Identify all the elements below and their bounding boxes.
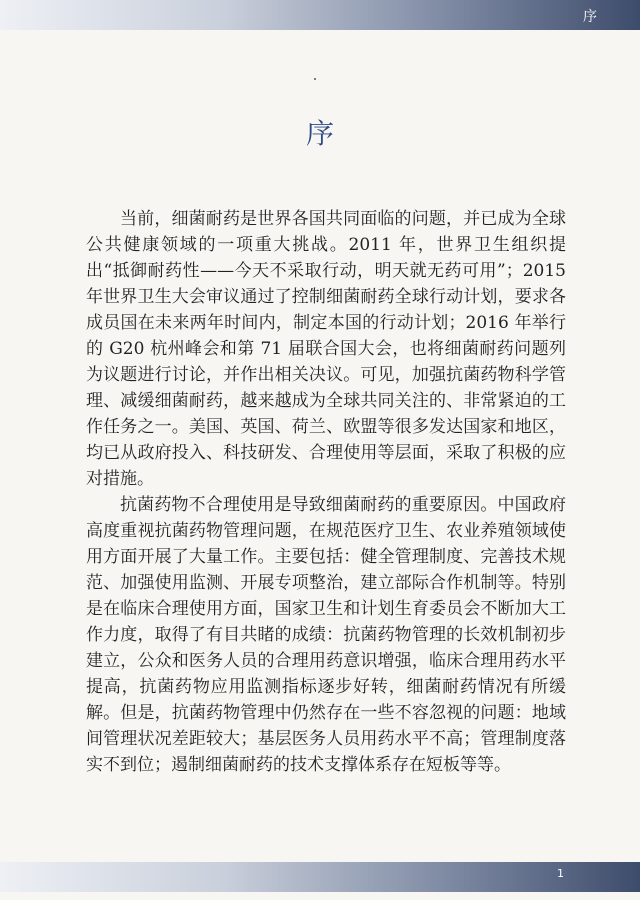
paragraph-2: 抗菌药物不合理使用是导致细菌耐药的重要原因。中国政府高度重视抗菌药物管理问题，在规范医疗卫生、农业养殖领域使用方面开展了大量工作。主要包括：健全管理制度、完善技术规范、加强使用监测、开展专项整治，建立部际合作机制等。特别是在临床合理使用方面，国家卫生和计划生育委员会不断加大工作力度，取得了有目共睹的成绩：抗菌药物管理的长效机制初步建立，公众和医务人员的合理用药意识增强，临床合理用药水平提高，抗菌药物应用监测指标逐步好转，细菌耐药情况有所缓解。但是，抗菌药物管理中仍然存在一些不容忽视的问题：地域间管理状况差距较大；基层医务人员用药水平不高；管理制度落实不到位；遏制细菌耐药的技术支撑体系存在短板等等。 [86, 495, 566, 775]
page-title: 序 [305, 117, 334, 150]
page-speck [314, 78, 316, 80]
body-text [86, 206, 566, 778]
paragraph-1: 当前，细菌耐药是世界各国共同面临的问题，并已成为全球公共健康领域的一项重大挑战。2011 年，世界卫生组织提出“抵御耐药性——今天不采取行动，明天就无药可用”；2015 年世界卫生大会审议通过了控制细菌耐药全球行动计划，要求各成员国在未来两年时间内，制定本国的行动计划；2016 年举行的 G20 杭州峰会和第 71 届联合国大会，也将细菌耐药问题列为议题进行讨论，并作出相关决议。可见，加强抗菌药物科学管理、减缓细菌耐药，越来越成为全球共同关注的、非常紧迫的工作任务之一。美国、英国、荷兰、欧盟等很多发达国家和地区，均已从政府投入、科技研发、合理使用等层面，采取了积极的应对措施。 [86, 209, 566, 489]
header-section-label: 序 [583, 9, 598, 25]
page-number: 1 [557, 867, 564, 880]
footer-band [0, 862, 640, 892]
header-band [0, 0, 640, 30]
